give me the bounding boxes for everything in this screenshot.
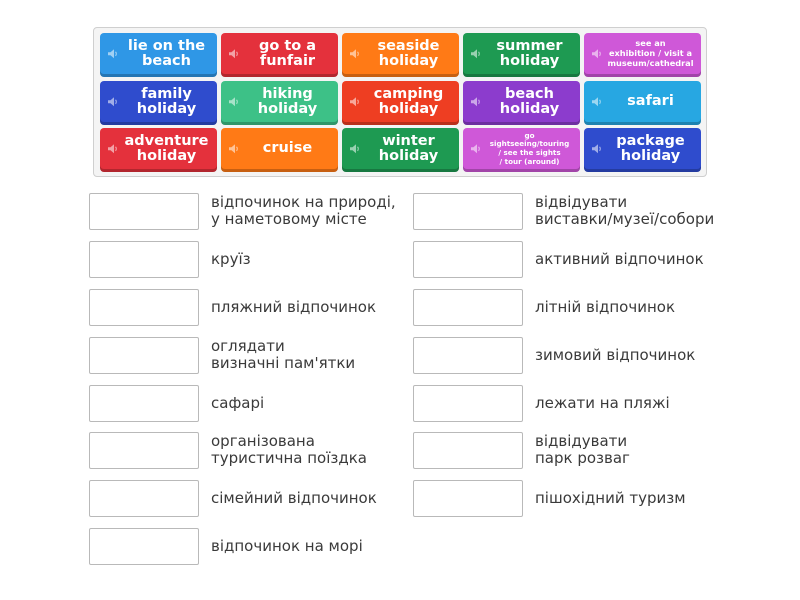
prompt-label: відпочинок на морі <box>211 537 363 555</box>
speaker-icon[interactable] <box>107 48 119 60</box>
match-row <box>413 337 695 374</box>
drop-target[interactable] <box>413 241 523 278</box>
prompt-label: літній відпочинок <box>535 298 676 316</box>
answer-tile-label: hiking holiday <box>257 85 318 117</box>
answer-tile-label: family holiday <box>136 85 197 117</box>
prompt-label: відвідувати виставки/музеї/собори <box>535 193 715 228</box>
speaker-icon[interactable] <box>591 96 603 108</box>
match-row <box>413 193 714 230</box>
match-row <box>413 289 675 326</box>
match-row <box>89 289 376 326</box>
prompt-label: відвідувати парк розваг <box>535 432 630 467</box>
prompt-label: активний відпочинок <box>535 250 704 268</box>
answer-tile-label: summer holiday <box>496 37 563 69</box>
speaker-icon[interactable] <box>470 48 482 60</box>
prompt-label: сафарі <box>211 394 265 412</box>
prompt-label: організована туристична поїздка <box>211 432 367 467</box>
match-row <box>89 432 367 469</box>
answer-tile[interactable] <box>584 81 701 125</box>
answer-tile[interactable] <box>100 81 217 125</box>
match-row <box>413 241 704 278</box>
answer-tile-label: adventure holiday <box>124 132 209 164</box>
match-row <box>89 241 251 278</box>
drop-target[interactable] <box>89 432 199 469</box>
match-row <box>89 480 377 517</box>
drop-target[interactable] <box>89 289 199 326</box>
match-row <box>89 193 396 230</box>
prompt-label: пляжний відпочинок <box>211 298 377 316</box>
answer-tile-label: go sightseeing/touring / see the sights / tour (around) <box>489 130 570 166</box>
speaker-icon[interactable] <box>107 96 119 108</box>
answer-tile[interactable] <box>463 33 580 77</box>
prompt-label: оглядати визначні пам'ятки <box>211 337 356 372</box>
tile-bank <box>93 27 707 177</box>
answer-tile[interactable] <box>221 81 338 125</box>
speaker-icon[interactable] <box>349 96 361 108</box>
match-row <box>413 480 686 517</box>
match-row <box>413 385 670 422</box>
answer-tile-label: camping holiday <box>373 85 444 117</box>
answer-tile-label: cruise <box>262 140 313 157</box>
match-row <box>89 337 355 374</box>
speaker-icon[interactable] <box>228 96 240 108</box>
drop-target[interactable] <box>89 480 199 517</box>
answer-tile[interactable] <box>463 128 580 172</box>
drop-target[interactable] <box>89 193 199 230</box>
drop-target[interactable] <box>413 432 523 469</box>
answer-tile-label: go to a funfair <box>258 37 317 69</box>
match-row <box>89 385 264 422</box>
answer-tile[interactable] <box>100 33 217 77</box>
prompt-label: відпочинок на природі, у наметовому місте <box>211 193 396 228</box>
drop-target[interactable] <box>413 385 523 422</box>
speaker-icon[interactable] <box>591 143 603 155</box>
answer-tile[interactable] <box>100 128 217 172</box>
answer-tile[interactable] <box>463 81 580 125</box>
answer-tile[interactable] <box>221 33 338 77</box>
drop-target[interactable] <box>89 241 199 278</box>
speaker-icon[interactable] <box>349 48 361 60</box>
drop-target[interactable] <box>413 289 523 326</box>
answer-tile-label: see an exhibition / visit a museum/cathedral <box>607 38 694 68</box>
speaker-icon[interactable] <box>591 48 603 60</box>
drop-target[interactable] <box>89 385 199 422</box>
prompt-label: зимовий відпочинок <box>535 346 696 364</box>
prompt-label: пішохідний туризм <box>535 489 686 507</box>
speaker-icon[interactable] <box>349 143 361 155</box>
speaker-icon[interactable] <box>228 48 240 60</box>
answer-tile[interactable] <box>584 128 701 172</box>
answer-tile-label: safari <box>627 93 674 110</box>
drop-target[interactable] <box>89 528 199 565</box>
answer-tile-label: beach holiday <box>499 85 560 117</box>
drop-target[interactable] <box>89 337 199 374</box>
speaker-icon[interactable] <box>228 143 240 155</box>
prompt-label: лежати на пляжі <box>535 394 670 412</box>
speaker-icon[interactable] <box>470 143 482 155</box>
drop-target[interactable] <box>413 480 523 517</box>
answer-tile[interactable] <box>342 81 459 125</box>
speaker-icon[interactable] <box>107 143 119 155</box>
answer-tile[interactable] <box>221 128 338 172</box>
prompt-label: сімейний відпочинок <box>211 489 377 507</box>
drop-target[interactable] <box>413 337 523 374</box>
prompt-label: круїз <box>211 250 251 268</box>
speaker-icon[interactable] <box>470 96 482 108</box>
match-row <box>89 528 363 565</box>
drop-target[interactable] <box>413 193 523 230</box>
answer-tile[interactable] <box>342 128 459 172</box>
answer-tile[interactable] <box>342 33 459 77</box>
answer-tile[interactable] <box>584 33 701 77</box>
answer-tile-label: package holiday <box>616 132 685 164</box>
match-row <box>413 432 630 469</box>
answer-tile-label: seaside holiday <box>377 37 440 69</box>
answer-tile-label: lie on the beach <box>127 37 206 69</box>
answer-tile-label: winter holiday <box>378 132 439 164</box>
